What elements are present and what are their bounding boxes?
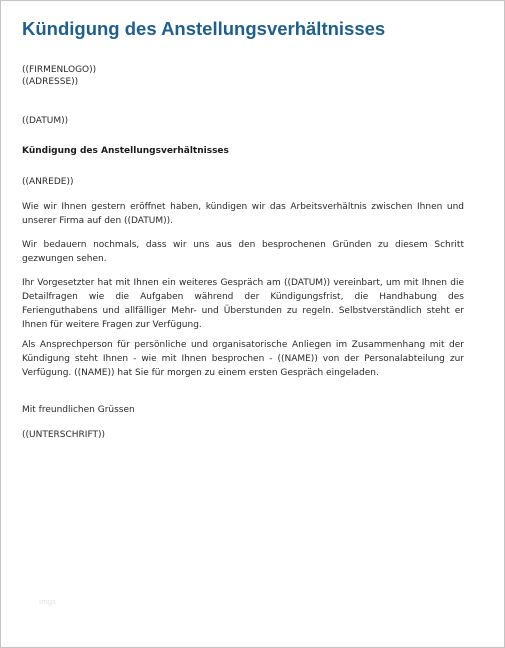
paragraph-termination: Wie wir Ihnen gestern eröffnet haben, kündigen wir das Arbeitsverhältnis zwischen Ihnen und unserer Firma auf den ((DATUM)).: [22, 202, 464, 226]
logo-placeholder: ((FIRMENLOGO)): [22, 65, 97, 75]
paragraph-regret: Wir bedauern nochmals, dass wir uns aus den besprochenen Gründen zu diesem Schritt gezwungen sehen.: [22, 240, 464, 264]
document-title: Kündigung des Anstellungsverhältnisses: [22, 18, 386, 39]
salutation: ((ANREDE)): [22, 177, 74, 187]
paragraph-contact-person: Als Ansprechperson für persönliche und organisatorische Anliegen im Zusammenhang mit der Kündigung steht Ihnen - wie mit Ihnen besprochen - ((NAME)) von der Personalabteilung zur Verfügung. ((NAME)) hat Sie für morgen zu einem ersten Gespräch eingeladen.: [22, 340, 464, 378]
watermark-text: imgs: [39, 598, 56, 606]
subject-line: Kündigung des Anstellungsverhältnisses: [22, 146, 229, 156]
address-placeholder: ((ADRESSE)): [22, 77, 79, 87]
date-placeholder: ((DATUM)): [22, 116, 69, 126]
paragraph-supervisor-meeting: Ihr Vorgesetzter hat mit Ihnen ein weiteres Gespräch am ((DATUM)) vereinbart, um mit Ihnen die Detailfragen wie die Aufgaben während der Kündigungsfrist, die Handhabung des Ferienguthabens und allfälliger Mehr- und Überstunden zu regeln. Selbstverständlich steht er Ihnen für weitere Fragen zur Verfügung.: [22, 278, 464, 330]
signature-placeholder: ((UNTERSCHRIFT)): [22, 430, 105, 440]
closing: Mit freundlichen Grüssen: [22, 405, 135, 415]
